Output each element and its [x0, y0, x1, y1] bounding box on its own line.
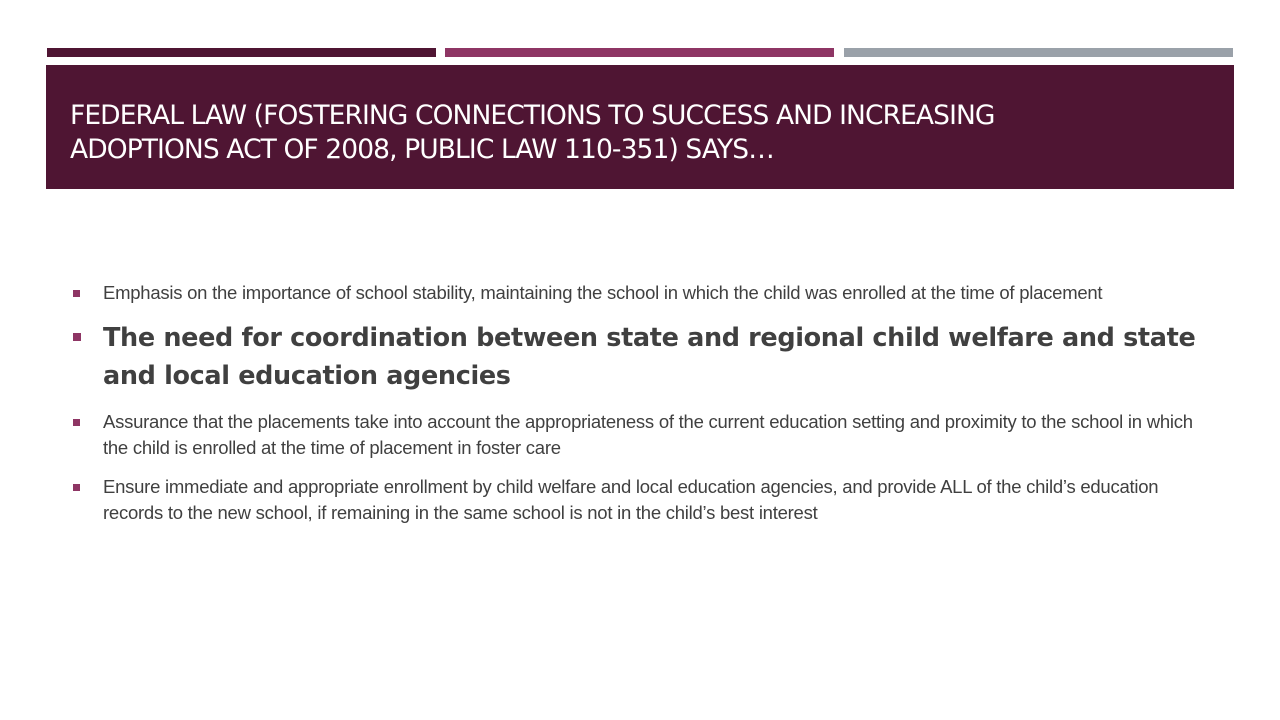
square-bullet-icon	[73, 333, 81, 341]
accent-bar-dark	[47, 48, 436, 57]
bullet-text: Emphasis on the importance of school stability, maintaining the school in which the child was enrolled at the time of placement	[103, 282, 1103, 303]
square-bullet-icon	[73, 484, 80, 491]
bullet-text: Assurance that the placements take into account the appropriateness of the current education setting and proximity to the school in which the child is enrolled at the time of placement in foster care	[103, 411, 1193, 458]
title-banner	[46, 65, 1234, 189]
accent-bar-gray	[844, 48, 1233, 57]
bullet-item	[72, 474, 1222, 526]
square-bullet-icon	[73, 419, 80, 426]
bullet-item	[72, 280, 1222, 306]
square-bullet-icon	[73, 290, 80, 297]
accent-bar-magenta	[445, 48, 834, 57]
bullet-text: The need for coordination between state and regional child welfare and state and local education agencies	[103, 323, 1196, 391]
bullet-text: Ensure immediate and appropriate enrollment by child welfare and local education agencies, and provide ALL of the child’s education records to the new school, if remaining in the same school is not in the child’s best interest	[103, 476, 1159, 523]
bullet-item	[72, 409, 1222, 461]
bullet-item-emphasis	[72, 319, 1222, 395]
slide-title: FEDERAL LAW (FOSTERING CONNECTIONS TO SUCCESS AND INCREASING ADOPTIONS ACT OF 2008, PUBLIC LAW 110-351) SAYS…	[70, 100, 995, 165]
bullet-list	[72, 280, 1222, 539]
